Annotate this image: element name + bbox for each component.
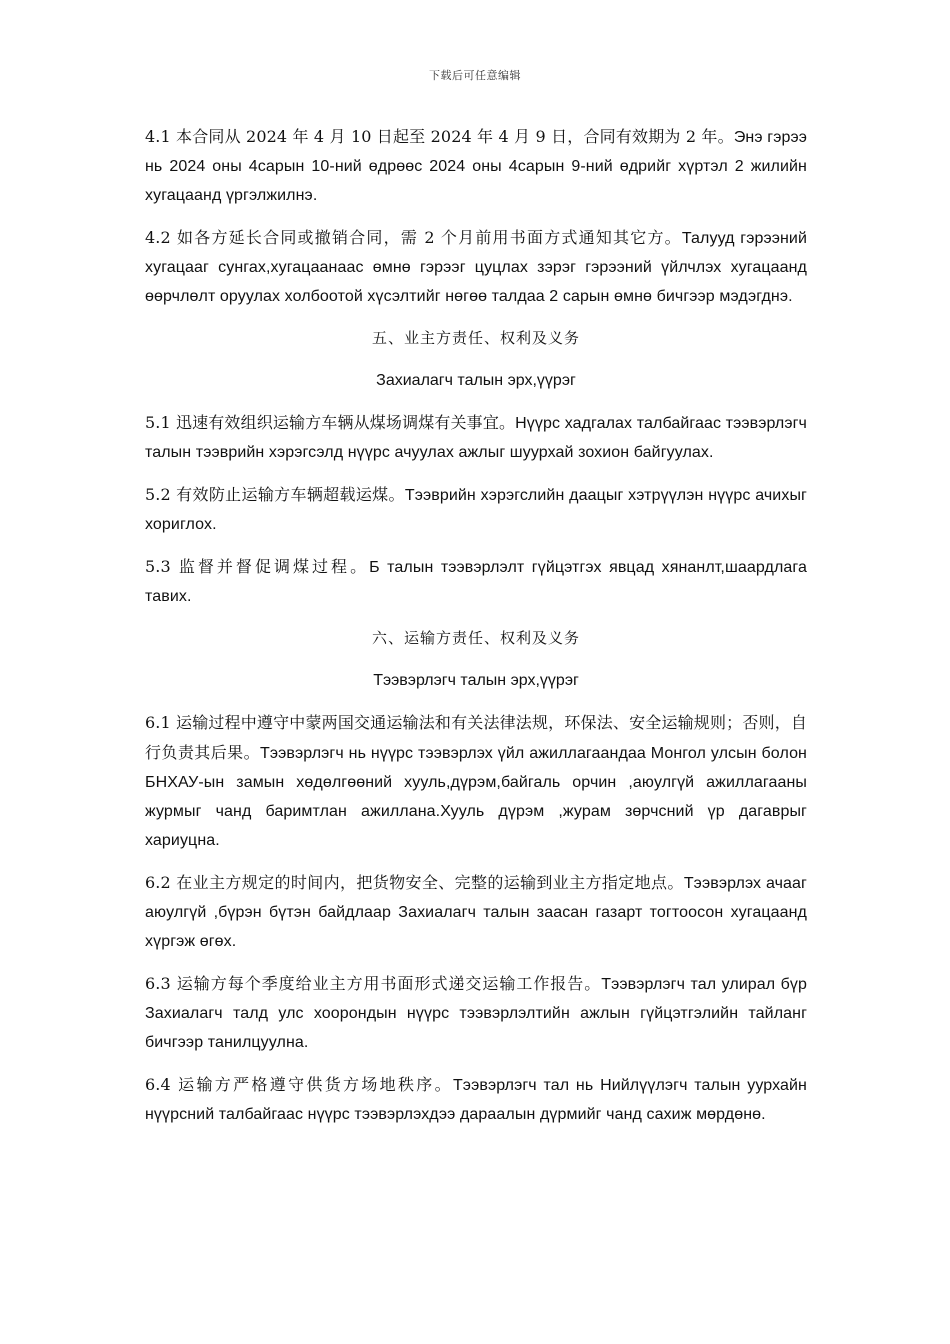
- clause-4-2-cn: 4.2 如各方延长合同或撤销合同，需 2 个月前用书面方式通知其它方。: [145, 228, 682, 247]
- clause-6-1-cn: 6.1 运输过程中遵守中蒙两国交通运输法和有关法律法规，环保法、安全运输规则；否则，自行负责其后果。: [145, 713, 807, 762]
- clause-5-2-mn: Тээврийн хэрэгслийн даацыг хэтрүүлэн нүүрс ачихыг хориглох.: [145, 487, 807, 533]
- clause-4-1-cn: 4.1 本合同从 2024 年 4 月 10 日起至 2024 年 4 月 9 日，合同有效期为 2 年。: [145, 127, 734, 146]
- section-6-heading-mn: Тээвэрлэгч талын эрх,үүрэг: [373, 672, 579, 689]
- clause-5-1-mn: Нүүрс хадгалах талбайгаас тээвэрлэгч талын тээврийн хэрэгсэлд нүүрс ачуулах ажлыг шуурхай зохион байгуулах.: [145, 415, 807, 461]
- clause-4-2: [145, 223, 807, 311]
- clause-6-4: [145, 1070, 807, 1129]
- clause-4-1: [145, 122, 807, 210]
- clause-6-2: [145, 868, 807, 956]
- clause-6-3-mn: Тээвэрлэгч тал улирал бүр Захиалагч талд улс хоорондын нүүрс тээвэрлэлтийн ажлын гүйцэтгэлийн тайланг бичгээр танилцуулна.: [145, 976, 808, 1051]
- clause-6-2-cn: 6.2 在业主方规定的时间内，把货物安全、完整的运输到业主方指定地点。: [145, 873, 684, 892]
- clause-6-3: [145, 969, 807, 1057]
- clause-5-3: [145, 552, 807, 611]
- clause-6-1-mn: Тээвэрлэгч нь нүүрс тээвэрлэх үйл ажиллагаандаа Монгол улсын болон БНХАУ-ын замын хөдөлгөөний хууль,дүрэм,байгаль орчин ,аюулгүй ажиллагааны журмыг чанд баримтлан ажиллана.Хууль дүрэм ,журам зөрчсний үр дагаврыг хариуцна.: [145, 745, 807, 849]
- clause-6-4-cn: 6.4 运输方严格遵守供货方场地秩序。: [145, 1075, 453, 1094]
- clause-5-1-cn: 5.1 迅速有效组织运输方车辆从煤场调煤有关事宜。: [145, 413, 516, 432]
- section-5-heading-mn: Захиалагч талын эрх,үүрэг: [376, 372, 576, 389]
- section-6-heading-cn: 六、运输方责任、权利及义务: [371, 629, 580, 647]
- clause-6-1: [145, 708, 807, 855]
- clause-5-1: [145, 408, 807, 467]
- clause-6-3-cn: 6.3 运输方每个季度给业主方用书面形式递交运输工作报告。: [145, 974, 602, 993]
- clause-5-2-cn: 5.2 有效防止运输方车辆超载运煤。: [145, 485, 405, 504]
- clause-5-2: [145, 480, 807, 539]
- clause-6-4-mn: Тээвэрлэгч тал нь Нийлүүлэгч талын уурхайн нүүрсний талбайгаас нүүрс тээвэрлэхдээ дараалын дүрмийг чанд сахиж мөрдөнө.: [145, 1077, 807, 1123]
- document-body: [145, 122, 807, 1142]
- clause-6-2-mn: Тээвэрлэх ачааг аюулгүй ,бүрэн бүтэн байдлаар Захиалагч талын заасан газарт тогтоосон хугацаанд хүргэж өгөх.: [145, 875, 807, 950]
- clause-4-1-mn: Энэ гэрээ нь 2024 оны 4сарын 10-ний өдрөөс 2024 оны 4сарын 9-ний өдрийг хүртэл 2 жилийн хугацаанд үргэлжилнэ.: [145, 129, 807, 204]
- section-5-heading-cn: 五、业主方责任、权利及义务: [371, 329, 580, 347]
- clause-5-3-cn: 5.3 监督并督促调煤过程。: [145, 557, 370, 576]
- clause-4-2-mn: Талууд гэрээний хугацааг сунгах,хугацаанаас өмнө гэрээг цуцлах зэрэг гэрээний үйлчлэх хугацаанд өөрчлөлт оруулах холбоотой хүсэлтийг нөгөө талдаа 2 сарын өмнө бичгээр мэдэгднэ.: [145, 230, 807, 305]
- clause-5-3-mn: Б талын тээвэрлэлт гүйцэтгэх явцад хянанлт,шаардлага тавих.: [145, 559, 807, 605]
- header-note: 下载后可任意编辑: [429, 69, 521, 82]
